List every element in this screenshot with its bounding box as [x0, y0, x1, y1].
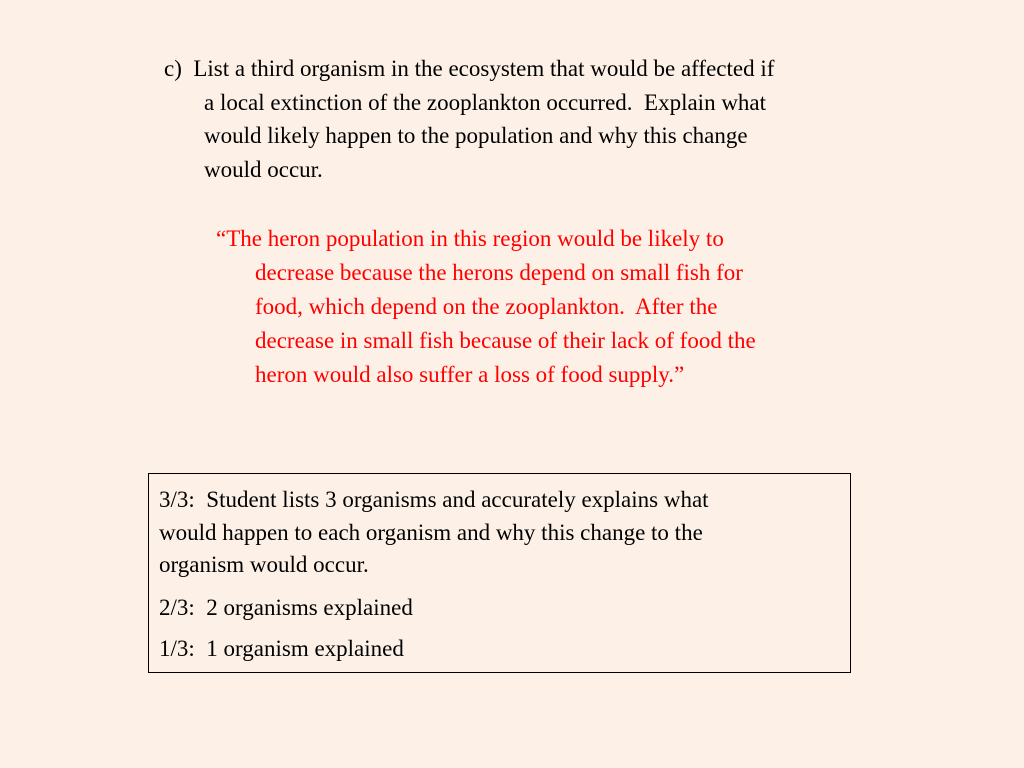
- answer-line: heron would also suffer a loss of food supply.”: [255, 362, 685, 387]
- rubric-full-credit-line: organism would occur.: [159, 552, 369, 577]
- question-line: c) List a third organism in the ecosystem that would be affected if: [164, 56, 775, 81]
- answer-line: decrease in small fish because of their lack of food the: [255, 328, 756, 353]
- question-text: [164, 52, 934, 186]
- answer-line: decrease because the herons depend on small fish for: [255, 260, 743, 285]
- sample-answer: [216, 222, 916, 392]
- answer-line: “The heron population in this region would be likely to: [216, 226, 724, 251]
- rubric-partial-credit: 2/3: 2 organisms explained: [159, 594, 413, 620]
- answer-line: food, which depend on the zooplankton. After the: [255, 294, 718, 319]
- question-line: would likely happen to the population and why this change: [204, 123, 748, 148]
- question-line: would occur.: [204, 156, 323, 182]
- rubric-full-credit-line: 3/3: Student lists 3 organisms and accurately explains what: [159, 487, 709, 512]
- rubric-minimal-credit: 1/3: 1 organism explained: [159, 636, 404, 661]
- rubric-full-credit-line: would happen to each organism and why this change to the: [159, 519, 703, 545]
- scoring-rubric-box: [148, 473, 851, 673]
- question-line: a local extinction of the zooplankton occurred. Explain what: [204, 89, 767, 115]
